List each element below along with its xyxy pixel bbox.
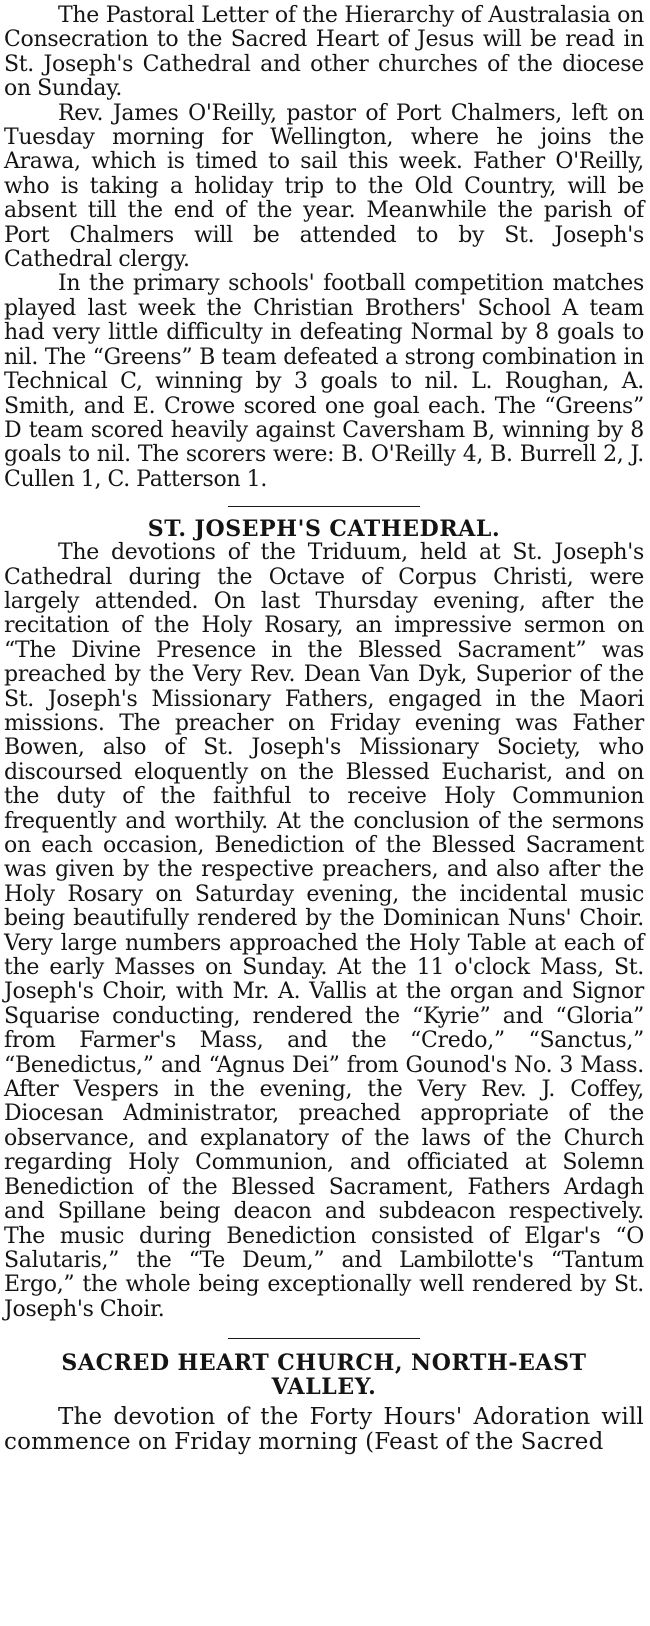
article-paragraph-pastoral-letter: The Pastoral Letter of the Hierarchy of Australasia on Consecration to the Sacred Heart of Jesus will be read in St. Joseph's Cathedral and other churches of the diocese on Sunday. [4, 3, 644, 102]
section-heading-cathedral: ST. JOSEPH'S CATHEDRAL. [147, 516, 501, 543]
section-divider [228, 506, 420, 507]
article-paragraph-sacred-heart: The devotion of the Forty Hours' Adoration will commence on Friday morning (Feast of the Sacred [4, 1404, 644, 1455]
article-paragraph-football: In the primary schools' football competition matches played last week the Christian Brothers' School A team had very little difficulty in defeating Normal by 8 goals to nil. The “Greens” B team defeated a strong combination in Technical C, winning by 3 goals to nil. L. Roughan, A. Smith, and E. Crowe scored one goal each. The “Greens” D team scored heavily against Caversham B, winning by 8 goals to nil. The scorers were: B. O'Reilly 4, B. Burrell 2, J. Cullen 1, C. Patterson 1. [4, 271, 644, 492]
article-paragraph-cathedral: The devotions of the Triduum, held at St. Joseph's Cathedral during the Octave of Corpus Christi, were largely attended. On last Thursday evening, after the recitation of the Holy Rosary, an impressive sermon on “The Divine Presence in the Blessed Sacrament” was preached by the Very Rev. Dean Van Dyk, Superior of the St. Joseph's Missionary Fathers, engaged in the Maori missions. The preacher on Friday evening was Father Bowen, also of St. Joseph's Missionary Society, who discoursed eloquently on the Blessed Eucharist, and on the duty of the faithful to receive Holy Communion frequently and worthily. At the conclusion of the sermons on each occasion, Benediction of the Blessed Sacrament was given by the respective preachers, and also after the Holy Rosary on Saturday evening, the incidental music being beautifully rendered by the Dominican Nuns' Choir. Very large numbers approached the Holy Table at each of the early Masses on Sunday. At the 11 o'clock Mass, St. Joseph's Choir, with Mr. A. Vallis at the organ and Signor Squarise conducting, rendered the “Kyrie” and “Gloria” from Farmer's Mass, and the “Credo,” “Sanctus,” “Benedictus,” and “Agnus Dei” from Gounod's No. 3 Mass. After Vespers in the evening, the Very Rev. J. Coffey, Diocesan Administrator, preached appropriate of the observance, and explanatory of the laws of the Church regarding Holy Communion, and officiated at Solemn Benediction of the Blessed Sacrament, Fathers Ardagh and Spillane being deacon and subdeacon respectively. The music during Benediction consisted of Elgar's “O Salutaris,” the “Te Deum,” and Lambilotte's “Tantum Ergo,” the whole being exceptionally well rendered by St. Joseph's Choir. [4, 540, 644, 1322]
section-heading-sacred-heart: SACRED HEART CHURCH, NORTH-EAST VALLEY. [61, 1350, 587, 1401]
section-divider [228, 1338, 420, 1339]
article-paragraph-oreilly: Rev. James O'Reilly, pastor of Port Chalmers, left on Tuesday morning for Wellington, where he joins the Arawa, which is timed to sail this week. Father O'Reilly, who is taking a holiday trip to the Old Country, will be absent till the end of the year. Meanwhile the parish of Port Chalmers will be attended to by St. Joseph's Cathedral clergy. [4, 100, 644, 273]
